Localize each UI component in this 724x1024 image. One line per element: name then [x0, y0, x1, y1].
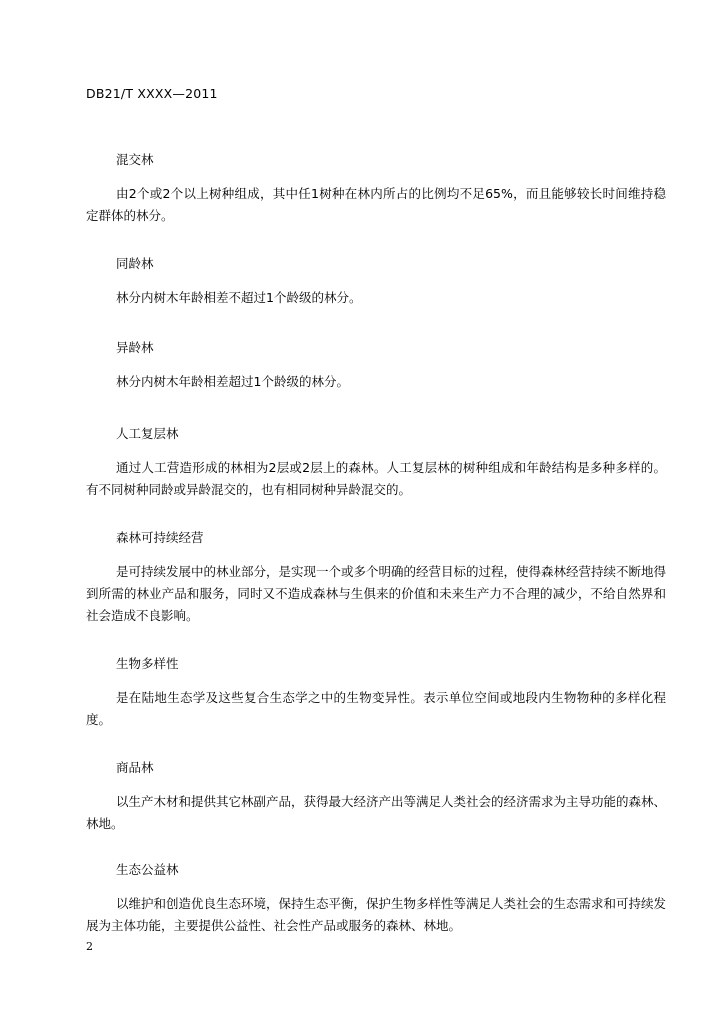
term-definition: 是可持续发展中的林业部分，是实现一个或多个明确的经营目标的过程，使得森林经营持续不断地得到所需的林业产品和服务，同时又不造成森林与生俱来的价值和未来生产力不合理的减少，不给自然界和社会造成不良影响。: [86, 564, 667, 623]
term-definition: 以生产木材和提供其它林副产品，获得最大经济产出等满足人类社会的经济需求为主导功能的森林、林地。: [86, 794, 667, 831]
term-entry-mixed-forest: [86, 150, 666, 227]
term-title: 生物多样性: [116, 656, 179, 671]
term-entry-biodiversity: [86, 654, 666, 731]
term-definition: 林分内树木年龄相差超过1个龄级的林分。: [116, 374, 349, 389]
term-title: 商品林: [116, 760, 154, 775]
term-title: 异龄林: [116, 340, 154, 355]
term-definition: 林分内树木年龄相差不超过1个龄级的林分。: [116, 290, 362, 305]
term-title: 生态公益林: [116, 862, 179, 877]
term-definition: 由2个或2个以上树种组成，其中任1树种在林内所占的比例均不足65%，而且能够较长时间维持稳定群体的林分。: [86, 186, 666, 223]
term-entry-artificial-multilayer-forest: [86, 424, 666, 501]
term-entry-even-aged-forest: [86, 254, 666, 309]
term-title: 同龄林: [116, 256, 154, 271]
term-title: 人工复层林: [116, 426, 179, 441]
term-definition: 是在陆地生态学及这些复合生态学之中的生物变异性。表示单位空间或地段内生物物种的多样化程度。: [86, 690, 666, 727]
term-definition: 以维护和创造优良生态环境，保持生态平衡，保护生物多样性等满足人类社会的生态需求和可持续发展为主体功能，主要提供公益性、社会性产品或服务的森林、林地。: [86, 896, 667, 933]
term-entry-sustainable-forest-management: [86, 528, 666, 627]
term-title: 森林可持续经营: [116, 530, 204, 545]
page-number: 2: [86, 940, 93, 953]
term-title: 混交林: [116, 152, 154, 167]
term-entry-uneven-aged-forest: [86, 338, 666, 393]
document-code: DB21/T XXXX—2011: [86, 86, 218, 101]
term-entry-commercial-forest: [86, 758, 666, 835]
term-entry-ecological-public-welfare-forest: [86, 860, 666, 937]
term-definition: 通过人工营造形成的林相为2层或2层上的森林。人工复层林的树种组成和年龄结构是多种多样的。有不同树种同龄或异龄混交的，也有相同树种异龄混交的。: [86, 460, 666, 497]
